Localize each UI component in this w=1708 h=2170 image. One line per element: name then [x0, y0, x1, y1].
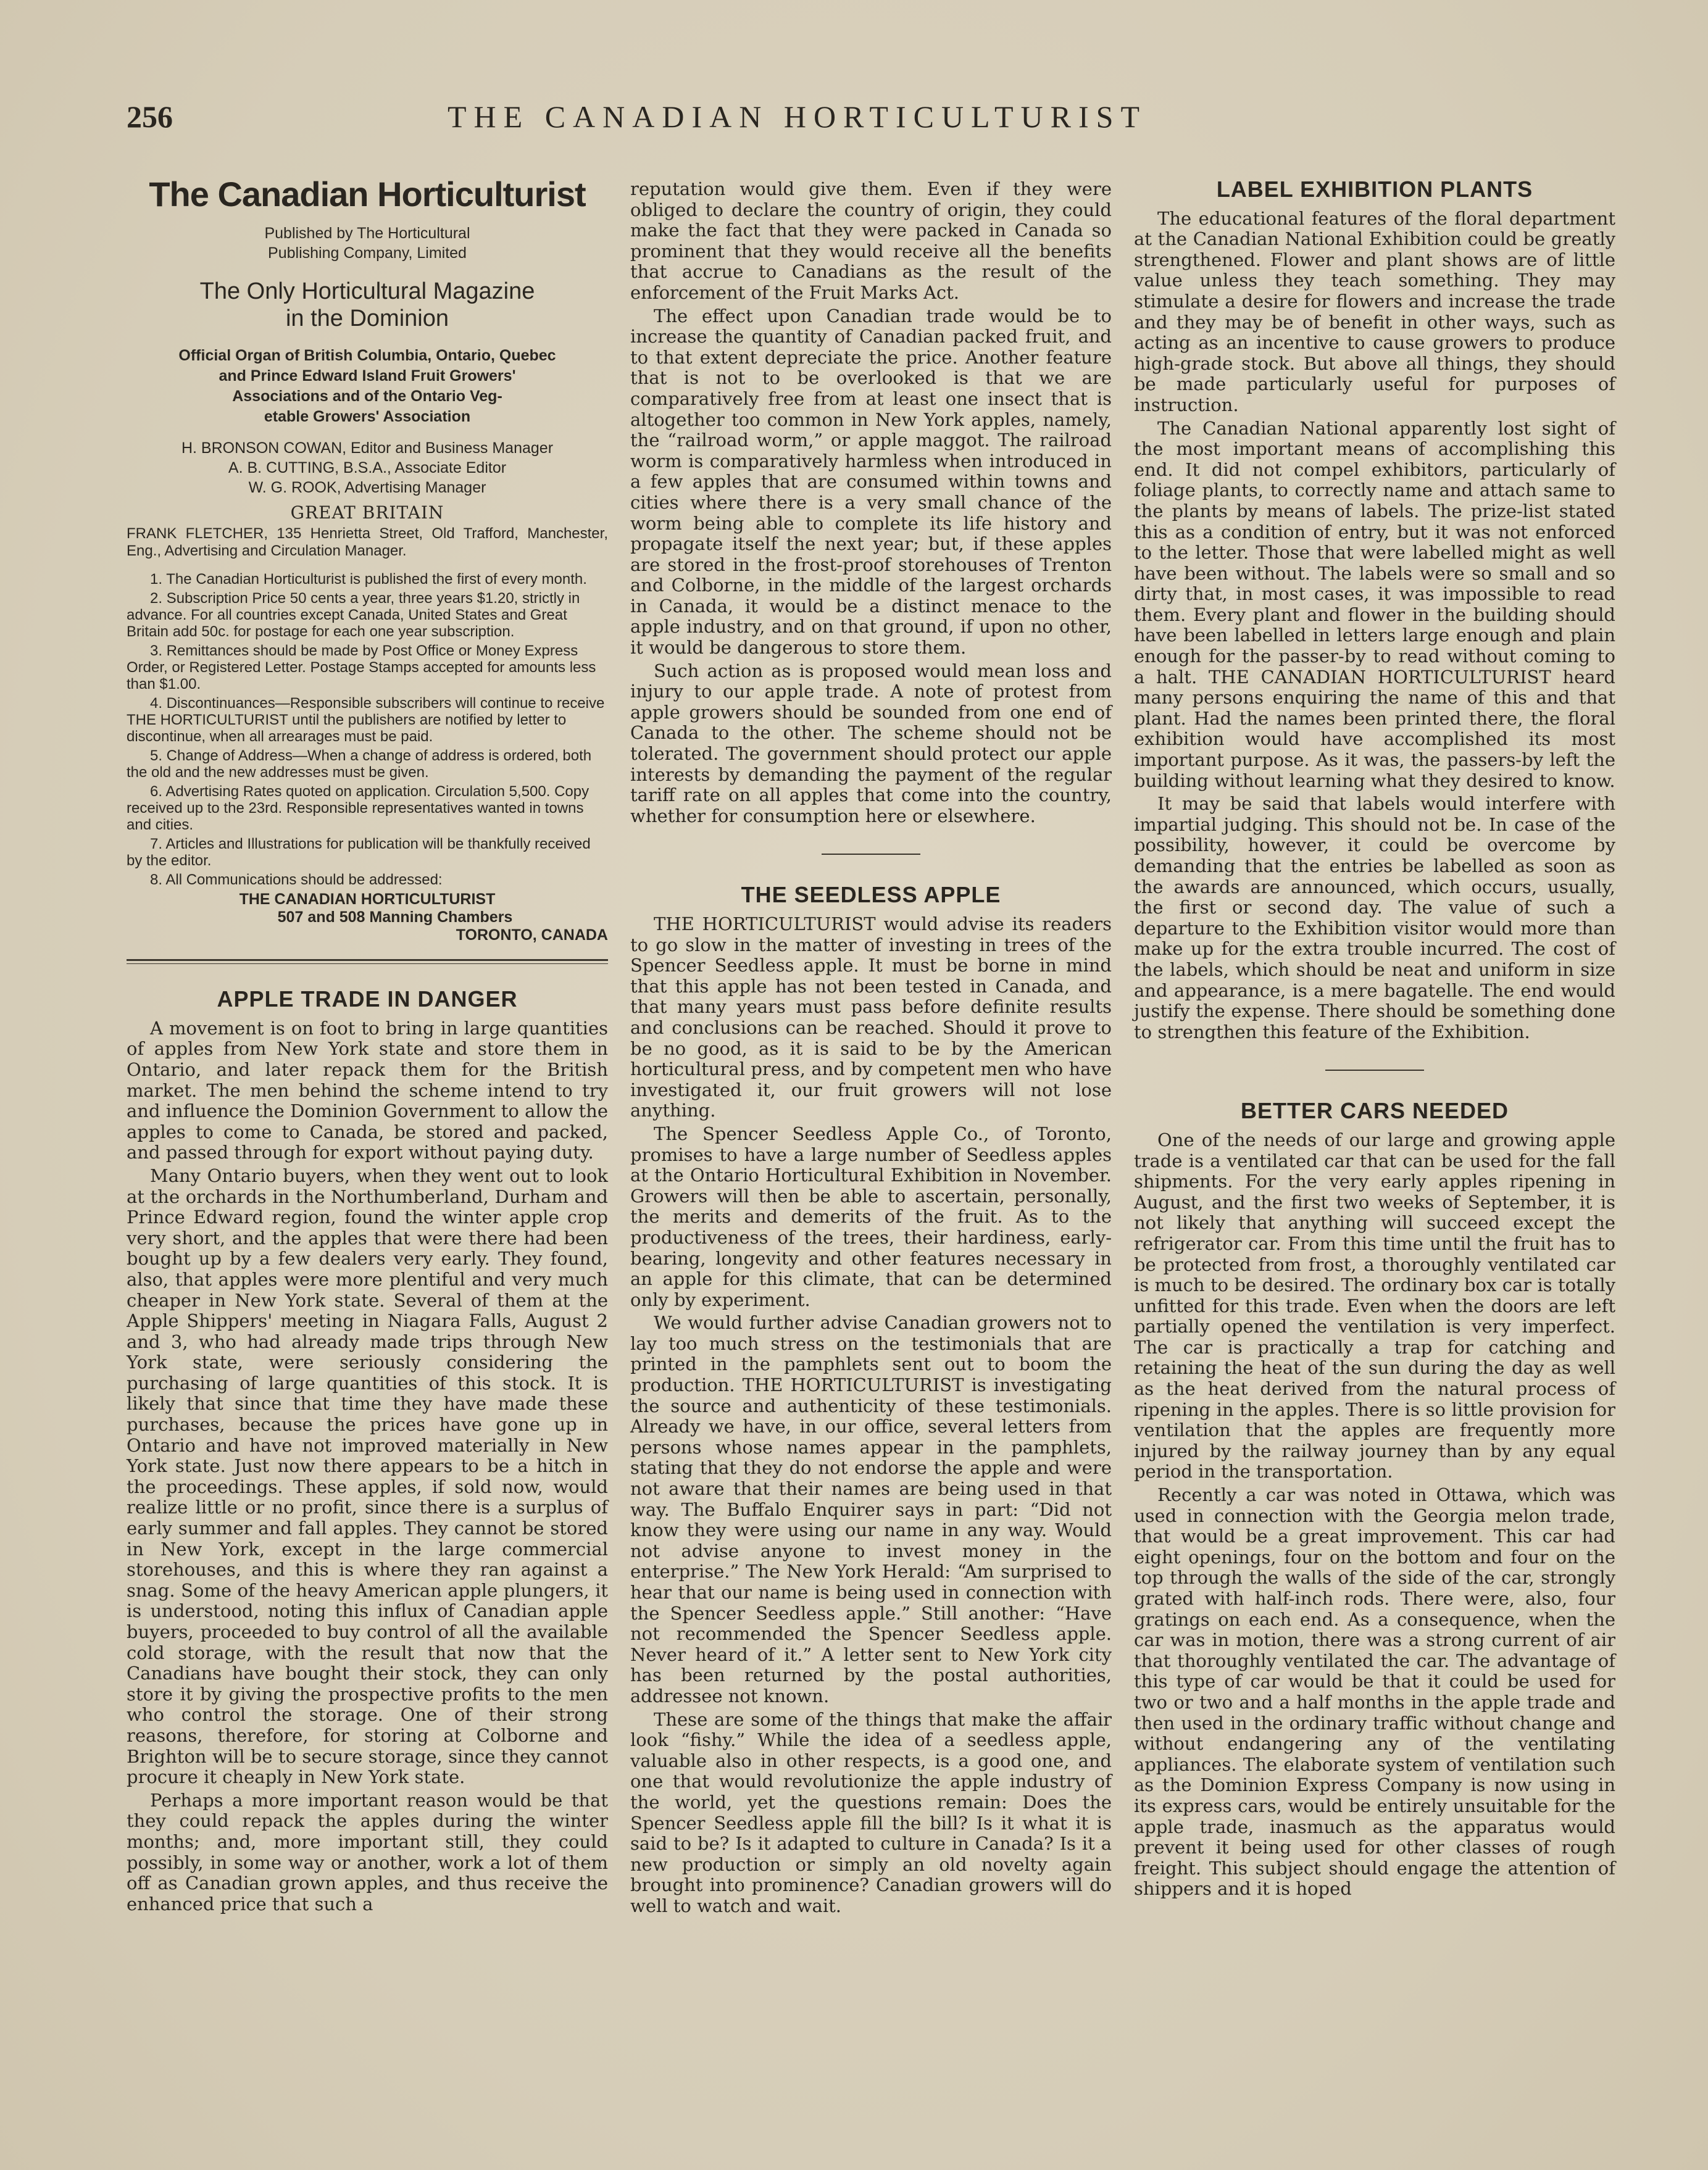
notice-item: 4. Discontinuances—Responsible subscribers will continue to receive THE HORTICULTURIST until the publishers are notified by letter to discontinue, when all arrearages must be paid.: [127, 695, 605, 746]
column-right: [1134, 179, 1615, 1919]
column-middle: [630, 179, 1112, 1919]
article-paragraph: reputation would give them. Even if they were obliged to declare the country of origin, they could make the fact that they were packed in Canada so prominent that they would receive all the benefits that accrue to Canadians as the result of the enforcement of the Fruit Marks Act.: [630, 178, 1112, 303]
article-paragraph: The educational features of the floral department at the Canadian National Exhibition could be greatly strengthened. Flower and plant shows are of little value unless they teach something. They may stimulate a desire for flowers and increase the trade and they may be of benefit in other ways, such as acting as an incentive to cause growers to produce high-grade stock. But above all things, they should be made particularly useful for purposes of instruction.: [1134, 207, 1615, 415]
article-paragraph: The Spencer Seedless Apple Co., of Toronto, promises to have a large number of Seedless apples at the Ontario Horticultural Exhibition in November. Growers will then be able to ascertain, personally, the merits and demerits of the fruit. As to the productiveness of the trees, their hardiness, early-bearing, longevity and other features necessary in an apple for this climate, that can be determined only by experiment.: [630, 1123, 1112, 1310]
masthead-official-organ: Official Organ of British Columbia, Ontario, Quebec and Prince Edward Island Fruit Growers' Associations and of the Ontario Veg- etable Growers' Association: [178, 346, 556, 425]
masthead-tagline: The Only Horticultural Magazine in the Dominion: [199, 278, 535, 331]
masthead-publisher: Published by The Horticultural Publishing Company, Limited: [264, 224, 470, 262]
page-number: 256: [127, 99, 173, 134]
article-paragraph: THE HORTICULTURIST would advise its readers to go slow in the matter of investing in trees of the Spencer Seedless apple. It must be borne in mind that this apple has not been tested in Canada, and that many years must pass before definite results and conclusions can be reached. Should it prove to be no good, as it is said to be by the American horticultural press, and by competent men who have investigated it, our fruit growers will not lose anything.: [630, 913, 1112, 1121]
mailing-address: THE CANADIAN HORTICULTURIST 507 and 508 Manning Chambers TORONTO, CANADA: [239, 891, 608, 944]
article-paragraph: Many Ontario buyers, when they went out to look at the orchards in the Northumberland, Durham and Prince Edward region, found the winter apple crop very short, and the apples that were there had been bought up by a few dealers very early. They found, also, that apples were more plentiful and very much cheaper in New York state. Several of them at the Apple Shippers' meeting in Niagara Falls, August 2 and 3, who had already made trips through New York state, were seriously considering the purchasing of large quantities of this stock. It is likely that since that time they have made these purchases, because the prices have gone up in Ontario and have not improved materially in New York state. Just now there appears to be a hitch in the proceedings. These apples, if sold now, would realize little or no profit, since there is a surplus of early summer and fall apples. They cannot be stored in New York, except in the large commercial storehouses, and this is where they ran against a snag. Some of the heavy American apple plungers, it is understood, noting this influx of Canadian apple buyers, proceeded to buy control of all the available cold storage, with the result that now that the Canadians have bought their stock, they can only store it by giving the prospective profits to the men who control the storage. One of their strong reasons, therefore, for storing at Colborne and Brighton will be to secure storage, since they cannot procure it cheaply in New York state.: [127, 1165, 608, 1788]
masthead-title: The Canadian Horticulturist: [149, 175, 586, 214]
notice-item: 2. Subscription Price 50 cents a year, three years $1.20, strictly in advance. For all countries except Canada, United States and Great Britain add 50c. for postage for each one year subscription.: [127, 590, 580, 641]
masthead-great-britain: GREAT BRITAIN: [290, 502, 444, 523]
notice-item: 3. Remittances should be made by Post Office or Money Express Order, or Registered Letter. Postage Stamps accepted for amounts less than $1.00.: [127, 642, 596, 693]
running-title: THE CANADIAN HORTICULTURIST: [448, 99, 1148, 134]
notice-item: 1. The Canadian Horticulturist is published the first of every month.: [150, 571, 587, 588]
notice-item: 6. Advertising Rates quoted on application. Circulation 5,500. Copy received up to the 23rd. Responsible representatives wanted in towns and cities.: [127, 783, 589, 834]
page-header: [127, 99, 1615, 148]
article-heading: BETTER CARS NEEDED: [1240, 1098, 1509, 1124]
section-divider: [127, 959, 608, 964]
article-columns: [127, 175, 1615, 1919]
article-paragraph: These are some of the things that make the affair look “fishy.” While the idea of a seedless apple, valuable also in other respects, is a good one, and one that would revolutionize the apple industry of the world, yet the questions remain: Does the Spencer Seedless apple fill the bill? Is it what it is said to be? Is it adapted to culture in Canada? Is it a new production or simply an old novelty again brought into prominence? Canadian growers will do well to watch and wait.: [630, 1708, 1112, 1916]
article-heading: LABEL EXHIBITION PLANTS: [1216, 177, 1533, 202]
article-paragraph: The effect upon Canadian trade would be to increase the quantity of Canadian packed fruit, and to that extent depreciate the price. Another feature that is not to be overlooked is that we are comparatively free from at least one insect that is altogether too common in New York apples, namely, the “railroad worm,” or apple maggot. The railroad worm is comparatively harmless when introduced in a few apples that are consumed within towns and cities where there is a very small chance of the worm being able to complete its life history and propagate itself the next year; but, if these apples are stored in the frost-proof storehouses of Trenton and Colborne, in the middle of the largest orchards in Canada, it would be a distinct menace to the apple industry, and on that ground, if upon no other, it would be dangerous to store them.: [630, 305, 1112, 659]
section-divider: [822, 854, 920, 855]
masthead-staff: H. BRONSON COWAN, Editor and Business Manager A. B. CUTTING, B.S.A., Associate Editor W. G. ROOK, Advertising Manager: [181, 439, 554, 496]
masthead-uk-manager: FRANK FLETCHER, 135 Henrietta Street, Old Trafford, Manchester, Eng., Advertising and Circulation Manager.: [127, 525, 608, 560]
notice-item: 5. Change of Address—When a change of address is ordered, both the old and the new addresses must be given.: [127, 747, 592, 781]
article-paragraph: It may be said that labels would interfere with impartial judging. This should not be. In case of the possibility, however, it could be overcome by demanding that the entries be labelled as soon as the awards are announced, which occurs, usually, the first or second day. The value of such a departure to the Exhibition visitor would more than make up for the extra trouble incurred. The cost of the labels, which should be neat and uniform in size and appearance, is a mere bagatelle. The end would justify the expense. There should be something done to strengthen this feature of the Exhibition.: [1134, 793, 1615, 1042]
article-paragraph: We would further advise Canadian growers not to lay too much stress on the testimonials that are printed in the pamphlets sent out to boom the production. THE HORTICULTURIST is investigating the source and authenticity of these testimonials. Already we have, in our office, several letters from persons whose names appear in the pamphlets, stating that they do not endorse the apple and were not aware that their names are being used in that way. The Buffalo Enquirer says in part: “Did not know they were using our name in any way. Would not advise anyone to invest money in the enterprise.” The New York Herald: “Am surprised to hear that our name is being used in connection with the Spencer Seedless apple.” Still another: “Have not recommended the Spencer Seedless apple. Never heard of it.” A letter sent to New York city has been returned by the postal authorities, addressee not known.: [630, 1312, 1112, 1706]
article-paragraph: Recently a car was noted in Ottawa, which was used in connection with the Georgia melon trade, that would be a great improvement. This car had eight openings, four on the bottom and four on the top through the walls of the side of the car, strongly grated with half-inch rods. There were, also, four gratings on each end. As a consequence, when the car was in motion, there was a strong current of air that thoroughly ventilated the car. The advantage of this type of car would be that it could be used for two or two and a half months in the apple trade and then used in the ordinary traffic without change and without endangering any of the ventilating appliances. The elaborate system of ventilation such as the Dominion Express Company is now using in its express cars, would be entirely unsuitable for the apple trade, inasmuch as the apparatus would prevent it being used for other classes of rough freight. This subject should engage the attention of shippers and it is hoped: [1134, 1484, 1615, 1900]
section-divider: [1325, 1070, 1424, 1071]
article-heading: APPLE TRADE IN DANGER: [217, 986, 518, 1012]
column-left: [127, 175, 608, 1919]
article-heading: THE SEEDLESS APPLE: [741, 882, 1001, 908]
article-paragraph: A movement is on foot to bring in large quantities of apples from New York state and store them in Ontario, and later repack them for the British market. The men behind the scheme intend to try and influence the Dominion Government to allow the apples to come to Canada, be stored and packed, and passed through for export without paying duty.: [127, 1017, 608, 1163]
notice-item: 7. Articles and Illustrations for publication will be thankfully received by the editor.: [127, 836, 591, 870]
notice-item: 8. All Communications should be addressed:: [150, 871, 443, 889]
article-paragraph: Perhaps a more important reason would be that they could repack the apples during the winter months; and, more important still, they could possibly, in some way or another, work a lot of them off as Canadian grown apples, and thus receive the enhanced price that such a: [127, 1789, 608, 1914]
article-paragraph: One of the needs of our large and growing apple trade is a ventilated car that can be used for the fall shipments. For the very early apples ripening in August, and the first two weeks of September, it is not likely that anything will succeed except the refrigerator car. From this time until the fruit has to be protected from frost, a thoroughly ventilated car is much to be desired. The ordinary box car is totally unfitted for this trade. Even when the doors are left partially opened the ventilation is very imperfect. The car is practically a trap for catching and retaining the heat of the sun during the day as well as the heat derived from the natural process of ripening in the apples. There is so little provision for ventilation that the apples are frequently more injured by the railway journey than by any equal period in the transportation.: [1134, 1129, 1615, 1482]
article-paragraph: Such action as is proposed would mean loss and injury to our apple trade. A note of protest from apple growers should be sounded from one end of Canada to the other. The scheme should not be tolerated. The government should protect our apple interests by demanding the payment of the regular tariff rate on all apples that come into the country, whether for consumption here or elsewhere.: [630, 660, 1112, 826]
article-paragraph: The Canadian National apparently lost sight of the most important means of accomplishing this end. It did not compel exhibitors, particularly of foliage plants, to correctly name and attach same to the plants by means of labels. The prize-list stated this as a condition of entry, but it was not enforced to the letter. Those that were labelled might as well have been without. The labels were so small and so dirty that, in most cases, it was impossible to read them. Every plant and flower in the building should have been labelled in letters large enough and plain enough for the passer-by to read without coming to a halt. THE CANADIAN HORTICULTURIST heard many persons enquiring the name of this and that plant. Had the names been printed there, the floral exhibition would have accomplished its most important purpose. As it was, the passers-by left the building without learning what they desired to know.: [1134, 417, 1615, 791]
